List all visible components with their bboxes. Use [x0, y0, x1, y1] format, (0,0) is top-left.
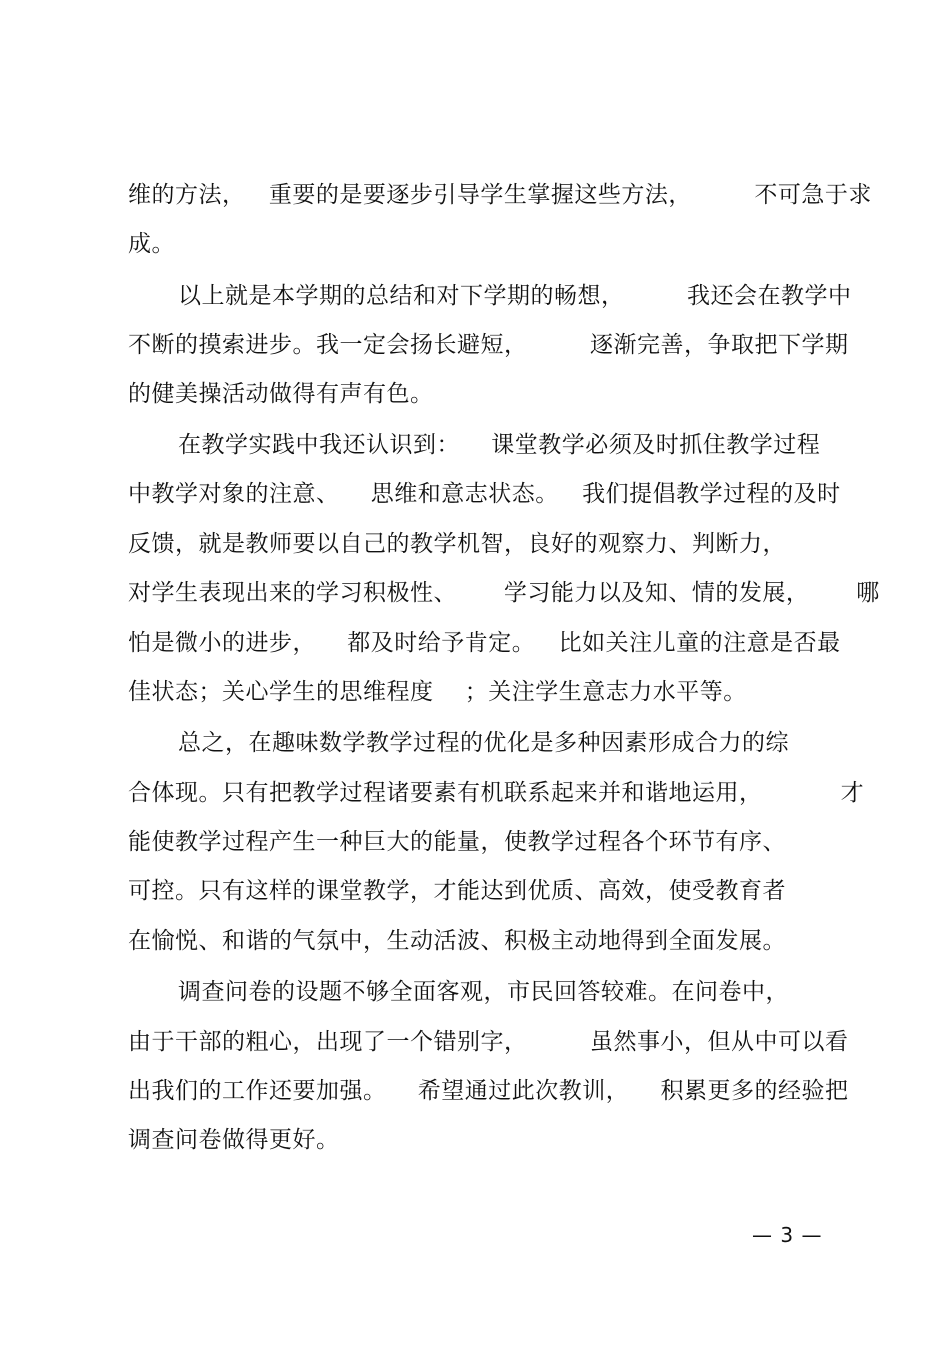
paragraph-first-line: 在教学实践中我还认识到： 课堂教学必须及时抓住教学过程: [178, 432, 821, 458]
text-line: 的健美操活动做得有声有色。: [128, 381, 434, 407]
text-line: 在愉悦、和谐的气氛中，生动活波、积极主动地得到全面发展。: [128, 928, 786, 954]
text-line: 调查问卷做得更好。: [128, 1127, 340, 1153]
text-line: 由于干部的粗心，出现了一个错别字， 虽然事小，但从中可以看: [128, 1029, 849, 1055]
text-line: 反馈，就是教师要以自己的教学机智，良好的观察力、判断力，: [128, 531, 786, 557]
text-line: 维的方法， 重要的是要逐步引导学生掌握这些方法， 不可急于求: [128, 182, 872, 208]
text-line: 可控。只有这样的课堂教学，才能达到优质、高效，使受教育者: [128, 878, 786, 904]
paragraph-first-line: 调查问卷的设题不够全面客观，市民回答较难。在问卷中，: [178, 979, 789, 1005]
text-line: 对学生表现出来的学习积极性、 学习能力以及知、情的发展， 哪: [128, 580, 880, 606]
text-line: 合体现。只有把教学过程诸要素有机联系起来并和谐地运用， 才: [128, 780, 865, 806]
text-line: 能使教学过程产生一种巨大的能量，使教学过程各个环节有序、: [128, 829, 786, 855]
text-line: 中教学对象的注意、 思维和意志状态。 我们提倡教学过程的及时: [128, 481, 841, 507]
page-number: — 3 —: [752, 1223, 823, 1247]
text-line: 出我们的工作还要加强。 希望通过此次教训， 积累更多的经验把: [128, 1078, 849, 1104]
paragraph-first-line: 以上就是本学期的总结和对下学期的畅想， 我还会在教学中: [178, 283, 852, 309]
text-line: 怕是微小的进步， 都及时给予肯定。 比如关注儿童的注意是否最: [128, 630, 841, 656]
text-line: 不断的摸索进步。我一定会扬长避短， 逐渐完善，争取把下学期: [128, 332, 849, 358]
paragraph-first-line: 总之，在趣味数学教学过程的优化是多种因素形成合力的综: [178, 730, 789, 756]
text-line: 成。: [128, 231, 175, 257]
text-line: 佳状态；关心学生的思维程度 ；关注学生意志力水平等。: [128, 679, 747, 705]
